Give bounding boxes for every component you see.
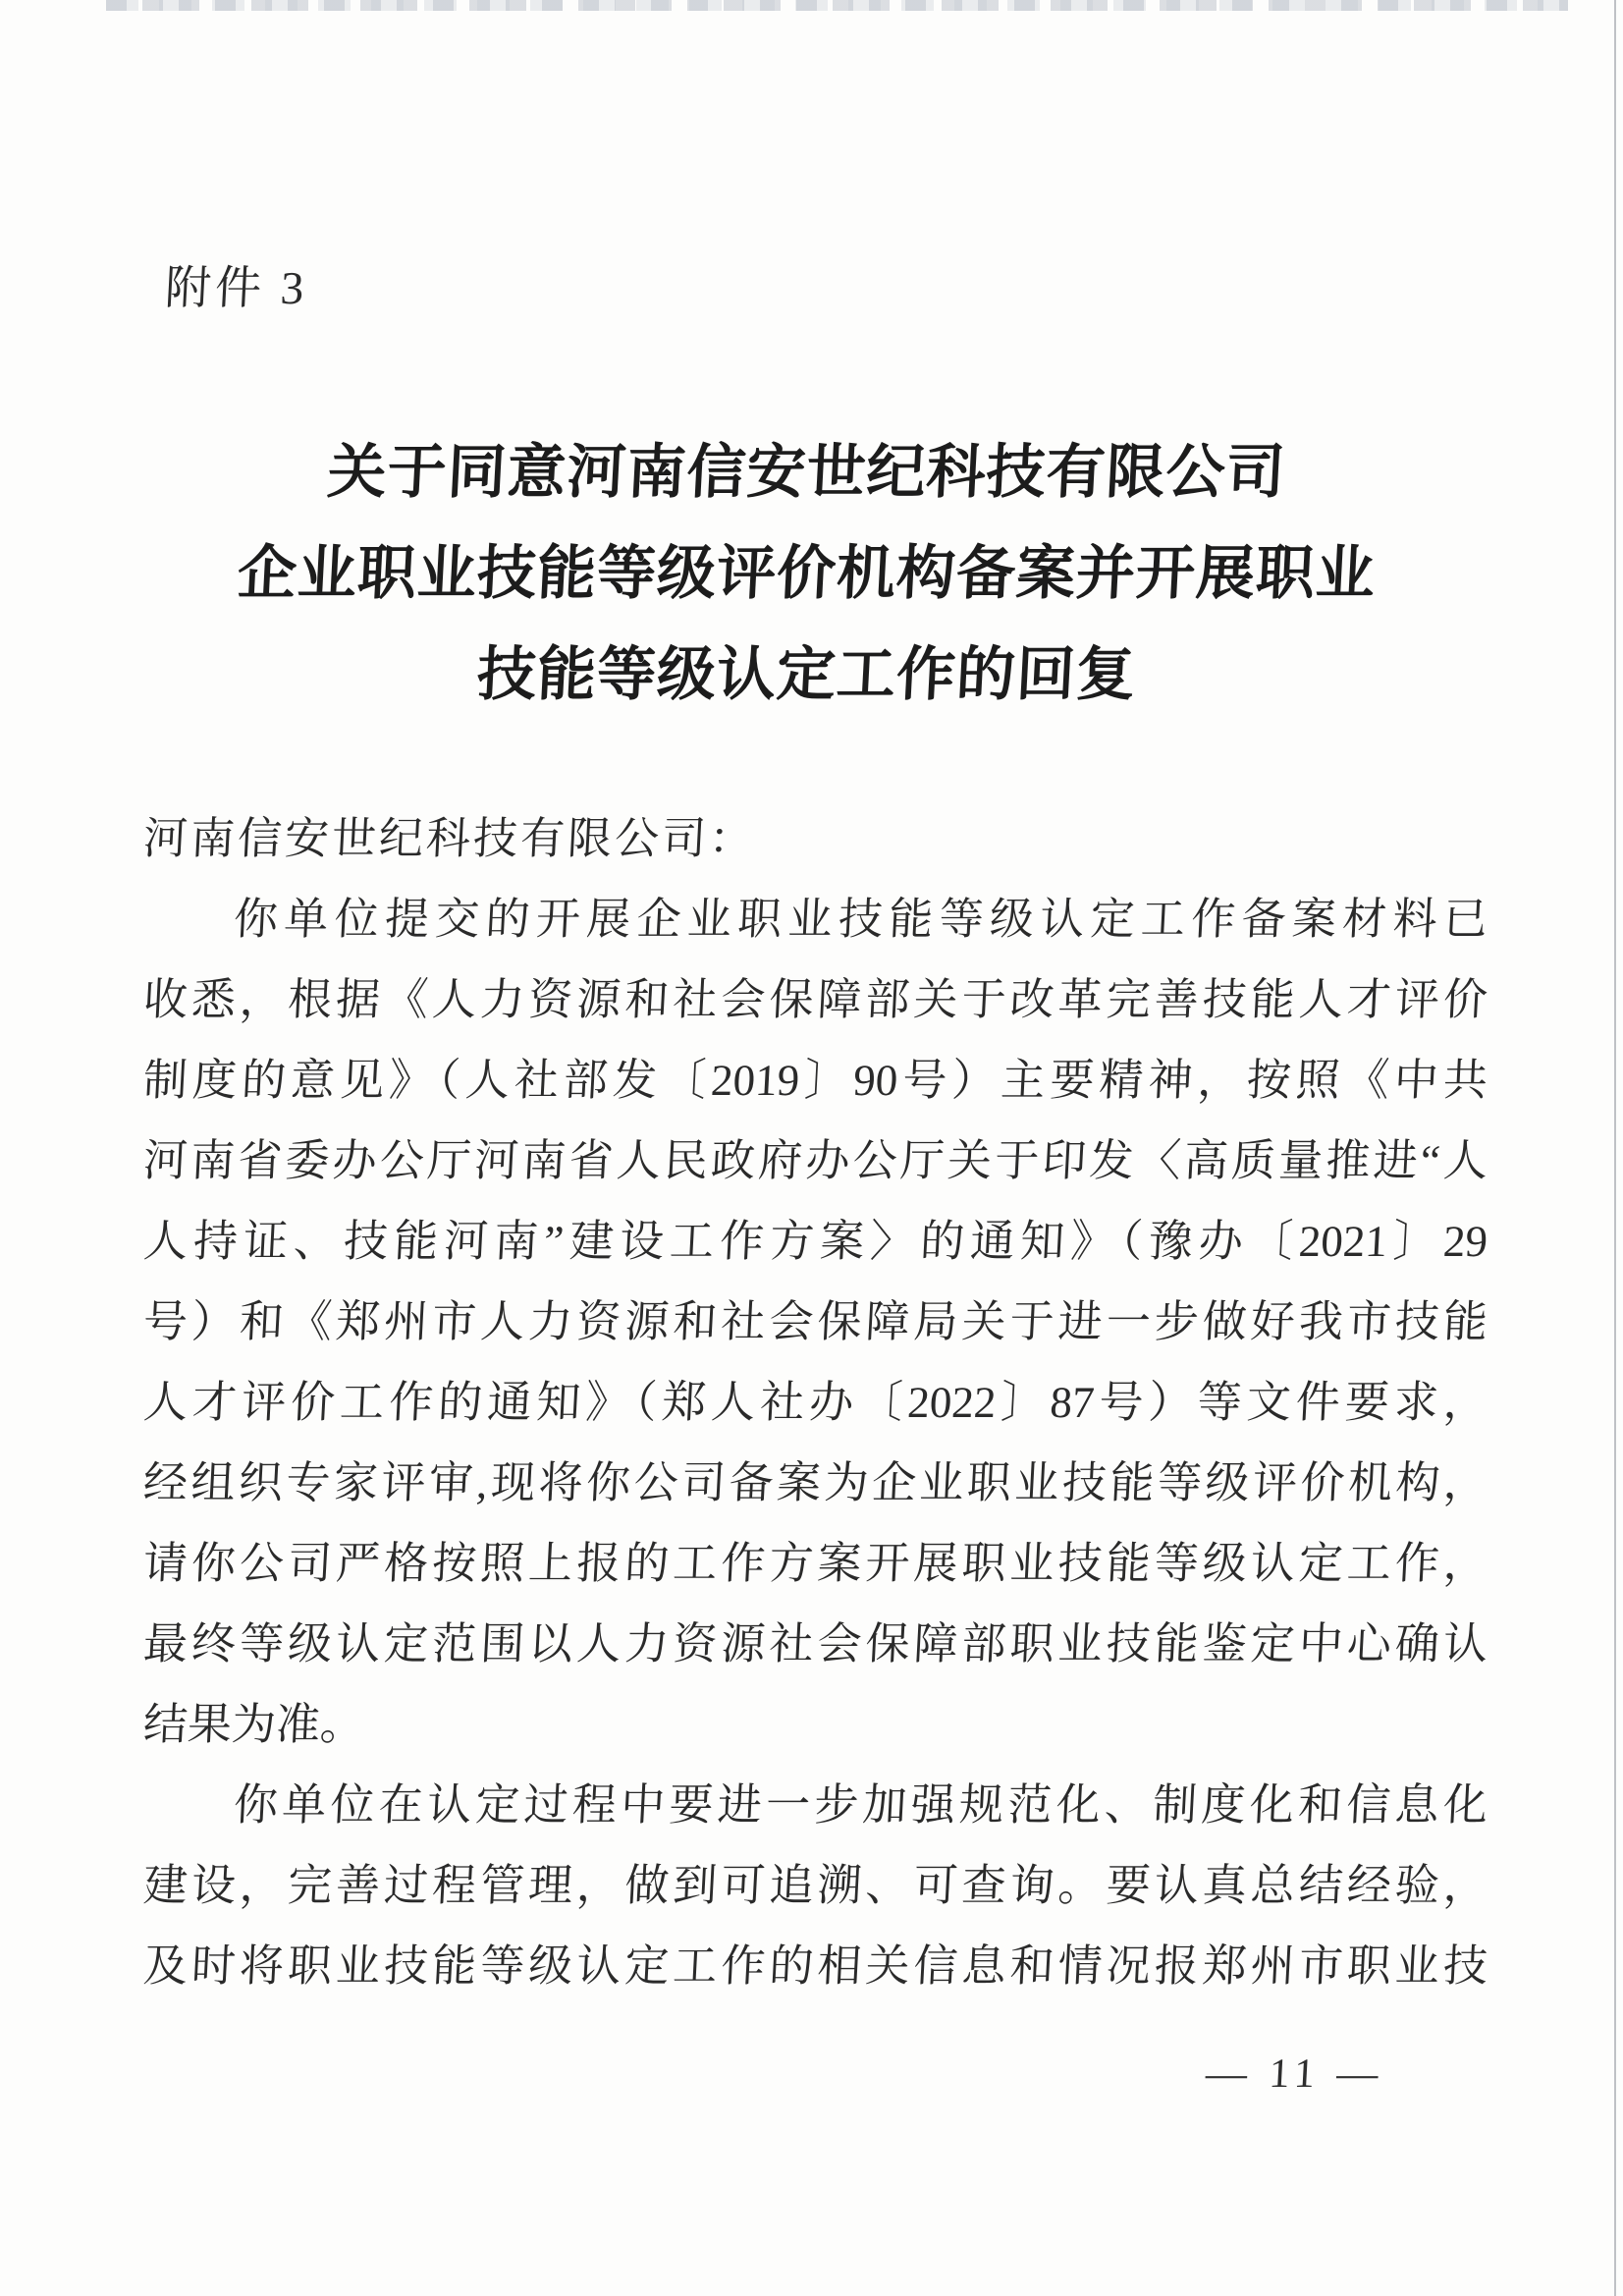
body-line: 你单位提交的开展企业职业技能等级认定工作备案材料已 — [232, 895, 1489, 944]
body-line: 请你公司严格按照上报的工作方案开展职业技能等级认定工作， — [141, 1539, 1489, 1588]
body-line: 及时将职业技能等级认定工作的相关信息和情况报郑州市职业技 — [141, 1941, 1489, 1991]
title-line-2: 企业职业技能等级评价机构备案并开展职业 — [236, 541, 1378, 606]
attachment-label: 附件 3 — [163, 263, 309, 314]
scan-edge-line — [1614, 0, 1616, 2296]
page-number: — 11 — — [1204, 2051, 1385, 2097]
body-line: 收悉，根据《人力资源和社会保障部关于改革完善技能人才评价 — [141, 975, 1489, 1024]
body-line: 你单位在认定过程中要进一步加强规范化、制度化和信息化 — [232, 1780, 1489, 1830]
body-line: 最终等级认定范围以人力资源社会保障部职业技能鉴定中心确认 — [141, 1619, 1489, 1668]
salutation: 河南信安世纪科技有限公司： — [141, 814, 758, 863]
document-body — [143, 798, 1488, 2006]
body-line: 经组织专家评审,现将你公司备案为企业职业技能等级评价机构， — [141, 1458, 1489, 1507]
document-title — [0, 422, 1613, 726]
body-line: 建设，完善过程管理，做到可追溯、可查询。要认真总结经验， — [141, 1861, 1489, 1910]
body-line: 人才评价工作的通知》（郑人社办〔2022〕87号）等文件要求， — [141, 1378, 1489, 1427]
scan-edge-artifact — [106, 0, 1568, 11]
body-line: 号）和《郑州市人力资源和社会保障局关于进一步做好我市技能 — [141, 1297, 1489, 1346]
title-line-1: 关于同意河南信安世纪科技有限公司 — [325, 440, 1288, 505]
body-line: 制度的意见》（人社部发〔2019〕90号）主要精神，按照《中共 — [141, 1056, 1489, 1105]
body-line: 人持证、技能河南”建设工作方案〉的通知》（豫办〔2021〕29 — [141, 1217, 1489, 1266]
title-line-3: 技能等级认定工作的回复 — [475, 642, 1138, 707]
body-line: 结果为准。 — [141, 1700, 366, 1749]
body-line: 河南省委办公厅河南省人民政府办公厅关于印发〈高质量推进“人 — [141, 1136, 1489, 1185]
